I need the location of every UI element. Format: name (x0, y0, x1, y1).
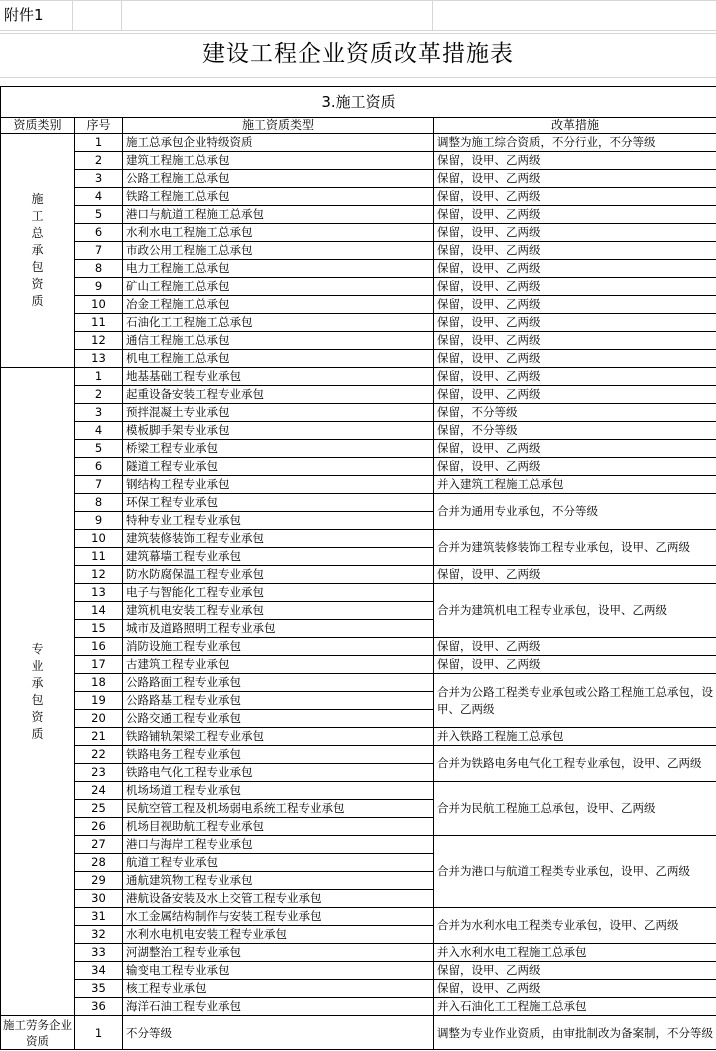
row-index[interactable]: 6 (75, 224, 123, 242)
row-measure[interactable]: 保留，设甲、乙两级 (434, 656, 716, 674)
row-index[interactable]: 36 (75, 998, 123, 1016)
row-index[interactable]: 1 (75, 368, 123, 386)
row-type[interactable]: 铁路电气化工程专业承包 (123, 764, 434, 782)
category-specialty-text: 专业承包资质 (31, 641, 44, 741)
row-measure[interactable]: 并入石油化工工程施工总承包 (434, 998, 716, 1016)
row-index[interactable]: 16 (75, 638, 123, 656)
row-index[interactable]: 15 (75, 620, 123, 638)
table-row (1, 584, 716, 602)
row-index[interactable]: 21 (75, 728, 123, 746)
header-index[interactable]: 序号 (75, 118, 123, 134)
gridline (0, 30, 716, 31)
row-measure[interactable]: 保留，设甲、乙两级 (434, 440, 716, 458)
row-type[interactable]: 港航设备安装及水上交管工程专业承包 (123, 890, 434, 908)
row-measure[interactable]: 合并为建筑机电工程专业承包，设甲、乙两级 (434, 584, 716, 638)
row-measure[interactable]: 保留，设甲、乙两级 (434, 206, 716, 224)
table-row (1, 278, 716, 296)
row-index[interactable]: 10 (75, 296, 123, 314)
row-measure[interactable]: 保留，设甲、乙两级 (434, 224, 716, 242)
reform-table (0, 86, 716, 1050)
row-index[interactable]: 34 (75, 962, 123, 980)
table-row (1, 638, 716, 656)
row-measure[interactable]: 保留，设甲、乙两级 (434, 170, 716, 188)
row-measure[interactable]: 保留，设甲、乙两级 (434, 386, 716, 404)
row-index[interactable]: 11 (75, 314, 123, 332)
row-type[interactable]: 水利水电工程施工总承包 (123, 224, 434, 242)
table-row (1, 1016, 716, 1050)
table-row (1, 368, 716, 386)
row-type[interactable]: 民航空管工程及机场弱电系统工程专业承包 (123, 800, 434, 818)
table-row (1, 422, 716, 440)
row-type[interactable]: 隧道工程专业承包 (123, 458, 434, 476)
row-index[interactable]: 17 (75, 656, 123, 674)
category-labor[interactable]: 施工劳务企业资质 (1, 1016, 75, 1050)
row-type[interactable]: 古建筑工程专业承包 (123, 656, 434, 674)
row-type[interactable]: 施工总承包企业特级资质 (123, 134, 434, 152)
row-measure[interactable]: 保留，设甲、乙两级 (434, 242, 716, 260)
table-row (1, 476, 716, 494)
row-type[interactable]: 公路路面工程专业承包 (123, 674, 434, 692)
row-type[interactable]: 钢结构工程专业承包 (123, 476, 434, 494)
table-row (1, 440, 716, 458)
row-index[interactable]: 22 (75, 746, 123, 764)
row-index[interactable]: 13 (75, 350, 123, 368)
table-row (1, 746, 716, 764)
table-row (1, 566, 716, 584)
row-measure[interactable]: 并入水利水电工程施工总承包 (434, 944, 716, 962)
row-index[interactable]: 27 (75, 836, 123, 854)
table-row (1, 350, 716, 368)
row-index[interactable]: 31 (75, 908, 123, 926)
row-index[interactable]: 8 (75, 260, 123, 278)
row-type[interactable]: 起重设备安装工程专业承包 (123, 386, 434, 404)
row-index[interactable]: 3 (75, 404, 123, 422)
header-measure[interactable]: 改革措施 (434, 118, 716, 134)
row-type[interactable]: 石油化工工程施工总承包 (123, 314, 434, 332)
table-row (1, 458, 716, 476)
row-measure[interactable]: 保留，设甲、乙两级 (434, 638, 716, 656)
row-index[interactable]: 23 (75, 764, 123, 782)
table-row (1, 314, 716, 332)
table-row (1, 386, 716, 404)
row-index[interactable]: 8 (75, 494, 123, 512)
section-title[interactable]: 3.施工资质 (1, 87, 716, 118)
category-specialty[interactable] (1, 368, 75, 1016)
row-measure[interactable]: 保留，设甲、乙两级 (434, 152, 716, 170)
row-type[interactable]: 海洋石油工程专业承包 (123, 998, 434, 1016)
row-measure[interactable]: 保留，设甲、乙两级 (434, 980, 716, 998)
gridline (0, 33, 716, 34)
table-row (1, 170, 716, 188)
row-type[interactable]: 电子与智能化工程专业承包 (123, 584, 434, 602)
row-type[interactable]: 铁路工程施工总承包 (123, 188, 434, 206)
row-measure[interactable]: 保留，设甲、乙两级 (434, 188, 716, 206)
table-row (1, 242, 716, 260)
row-index[interactable]: 13 (75, 584, 123, 602)
row-type[interactable]: 预拌混凝土专业承包 (123, 404, 434, 422)
row-type[interactable]: 港口与航道工程施工总承包 (123, 206, 434, 224)
row-measure[interactable]: 保留，设甲、乙两级 (434, 278, 716, 296)
row-type[interactable]: 矿山工程施工总承包 (123, 278, 434, 296)
row-index[interactable]: 29 (75, 872, 123, 890)
row-type[interactable]: 不分等级 (123, 1016, 434, 1050)
row-measure[interactable]: 保留，设甲、乙两级 (434, 296, 716, 314)
row-measure[interactable]: 保留，设甲、乙两级 (434, 332, 716, 350)
row-measure[interactable]: 保留，设甲、乙两级 (434, 458, 716, 476)
row-type[interactable]: 桥梁工程专业承包 (123, 440, 434, 458)
row-type[interactable]: 模板脚手架专业承包 (123, 422, 434, 440)
row-index[interactable]: 30 (75, 890, 123, 908)
row-type[interactable]: 水利水电机电安装工程专业承包 (123, 926, 434, 944)
table-row (1, 188, 716, 206)
row-type[interactable]: 航道工程专业承包 (123, 854, 434, 872)
table-row (1, 206, 716, 224)
gridline (0, 77, 716, 78)
row-index[interactable]: 10 (75, 530, 123, 548)
row-type[interactable]: 机场场道工程专业承包 (123, 782, 434, 800)
table-row (1, 260, 716, 278)
row-index[interactable]: 28 (75, 854, 123, 872)
row-index[interactable]: 2 (75, 152, 123, 170)
table-row (1, 908, 716, 926)
row-index[interactable]: 5 (75, 440, 123, 458)
row-measure[interactable]: 保留，不分等级 (434, 404, 716, 422)
table-row (1, 134, 716, 152)
row-index[interactable]: 9 (75, 512, 123, 530)
table-row (1, 836, 716, 854)
row-measure[interactable]: 合并为铁路电务电气化工程专业承包，设甲、乙两级 (434, 746, 716, 782)
table-row (1, 944, 716, 962)
row-index[interactable]: 24 (75, 782, 123, 800)
table-row (1, 980, 716, 998)
table-row (1, 296, 716, 314)
table-row (1, 530, 716, 548)
row-measure[interactable]: 并入建筑工程施工总承包 (434, 476, 716, 494)
row-measure[interactable]: 保留，设甲、乙两级 (434, 368, 716, 386)
row-index[interactable]: 2 (75, 386, 123, 404)
row-measure[interactable]: 合并为通用专业承包，不分等级 (434, 494, 716, 530)
row-measure[interactable]: 保留，设甲、乙两级 (434, 566, 716, 584)
row-type[interactable]: 公路路基工程专业承包 (123, 692, 434, 710)
row-measure[interactable]: 合并为水利水电工程类专业承包，设甲、乙两级 (434, 908, 716, 944)
row-type[interactable]: 电力工程施工总承包 (123, 260, 434, 278)
header-type[interactable]: 施工资质类型 (123, 118, 434, 134)
row-index[interactable]: 7 (75, 476, 123, 494)
row-measure[interactable]: 调整为专业作业资质，由审批制改为备案制，不分等级 (434, 1016, 716, 1050)
row-type[interactable]: 消防设施工程专业承包 (123, 638, 434, 656)
row-type[interactable]: 铁路电务工程专业承包 (123, 746, 434, 764)
row-index[interactable]: 3 (75, 170, 123, 188)
row-type[interactable]: 机电工程施工总承包 (123, 350, 434, 368)
row-index[interactable]: 1 (75, 1016, 123, 1050)
row-index[interactable]: 9 (75, 278, 123, 296)
gridline (72, 0, 73, 30)
row-type[interactable]: 输变电工程专业承包 (123, 962, 434, 980)
row-type[interactable]: 公路交通工程专业承包 (123, 710, 434, 728)
row-measure[interactable]: 调整为施工综合资质，不分行业，不分等级 (434, 134, 716, 152)
row-measure[interactable]: 保留，设甲、乙两级 (434, 260, 716, 278)
row-measure[interactable]: 保留，设甲、乙两级 (434, 350, 716, 368)
row-index[interactable]: 35 (75, 980, 123, 998)
row-type[interactable]: 市政公用工程施工总承包 (123, 242, 434, 260)
row-measure[interactable]: 保留，设甲、乙两级 (434, 962, 716, 980)
row-type[interactable]: 环保工程专业承包 (123, 494, 434, 512)
row-index[interactable]: 12 (75, 332, 123, 350)
row-index[interactable]: 32 (75, 926, 123, 944)
table-row (1, 224, 716, 242)
table-row (1, 674, 716, 692)
row-measure[interactable]: 合并为建筑装修装饰工程专业承包，设甲、乙两级 (434, 530, 716, 566)
row-index[interactable]: 20 (75, 710, 123, 728)
attachment-label[interactable]: 附件1 (4, 6, 44, 24)
row-type[interactable]: 水工金属结构制作与安装工程专业承包 (123, 908, 434, 926)
row-index[interactable]: 25 (75, 800, 123, 818)
gridline (432, 0, 433, 30)
row-type[interactable]: 地基基础工程专业承包 (123, 368, 434, 386)
row-type[interactable]: 特种专业工程专业承包 (123, 512, 434, 530)
gridline (0, 0, 716, 1)
row-type[interactable]: 建筑装修装饰工程专业承包 (123, 530, 434, 548)
table-row (1, 962, 716, 980)
row-type[interactable]: 冶金工程施工总承包 (123, 296, 434, 314)
row-type[interactable]: 建筑幕墙工程专业承包 (123, 548, 434, 566)
row-index[interactable]: 11 (75, 548, 123, 566)
row-type[interactable]: 城市及道路照明工程专业承包 (123, 620, 434, 638)
category-general-text: 施工总承包资质 (31, 192, 44, 308)
row-measure[interactable]: 保留，不分等级 (434, 422, 716, 440)
row-measure[interactable]: 并入铁路工程施工总承包 (434, 728, 716, 746)
row-type[interactable]: 铁路铺轨架梁工程专业承包 (123, 728, 434, 746)
table-row (1, 782, 716, 800)
header-category[interactable]: 资质类别 (1, 118, 75, 134)
row-index[interactable]: 7 (75, 242, 123, 260)
row-type[interactable]: 机场目视助航工程专业承包 (123, 818, 434, 836)
category-general[interactable] (1, 134, 75, 368)
table-row (1, 152, 716, 170)
row-index[interactable]: 12 (75, 566, 123, 584)
row-index[interactable]: 6 (75, 458, 123, 476)
row-measure[interactable]: 合并为港口与航道工程类专业承包，设甲、乙两级 (434, 836, 716, 908)
table-row (1, 332, 716, 350)
row-type[interactable]: 建筑工程施工总承包 (123, 152, 434, 170)
row-type[interactable]: 核工程专业承包 (123, 980, 434, 998)
row-type[interactable]: 防水防腐保温工程专业承包 (123, 566, 434, 584)
page-title[interactable]: 建设工程企业资质改革措施表 (202, 41, 514, 67)
row-type[interactable]: 通信工程施工总承包 (123, 332, 434, 350)
row-measure[interactable]: 合并为民航工程施工总承包，设甲、乙两级 (434, 782, 716, 836)
row-index[interactable]: 19 (75, 692, 123, 710)
row-index[interactable]: 26 (75, 818, 123, 836)
table-row (1, 998, 716, 1016)
table-row (1, 656, 716, 674)
row-index[interactable]: 33 (75, 944, 123, 962)
table-row (1, 494, 716, 512)
row-type[interactable]: 公路工程施工总承包 (123, 170, 434, 188)
table-row (1, 404, 716, 422)
table-row (1, 728, 716, 746)
row-measure[interactable]: 保留，设甲、乙两级 (434, 314, 716, 332)
row-index[interactable]: 4 (75, 188, 123, 206)
row-index[interactable]: 5 (75, 206, 123, 224)
row-type[interactable]: 建筑机电安装工程专业承包 (123, 602, 434, 620)
row-type[interactable]: 通航建筑物工程专业承包 (123, 872, 434, 890)
row-index[interactable]: 4 (75, 422, 123, 440)
row-type[interactable]: 河湖整治工程专业承包 (123, 944, 434, 962)
row-index[interactable]: 1 (75, 134, 123, 152)
row-index[interactable]: 14 (75, 602, 123, 620)
row-measure[interactable]: 合并为公路工程类专业承包或公路工程施工总承包，设甲、乙两级 (434, 674, 716, 728)
row-index[interactable]: 18 (75, 674, 123, 692)
gridline (121, 0, 122, 30)
row-type[interactable]: 港口与海岸工程专业承包 (123, 836, 434, 854)
